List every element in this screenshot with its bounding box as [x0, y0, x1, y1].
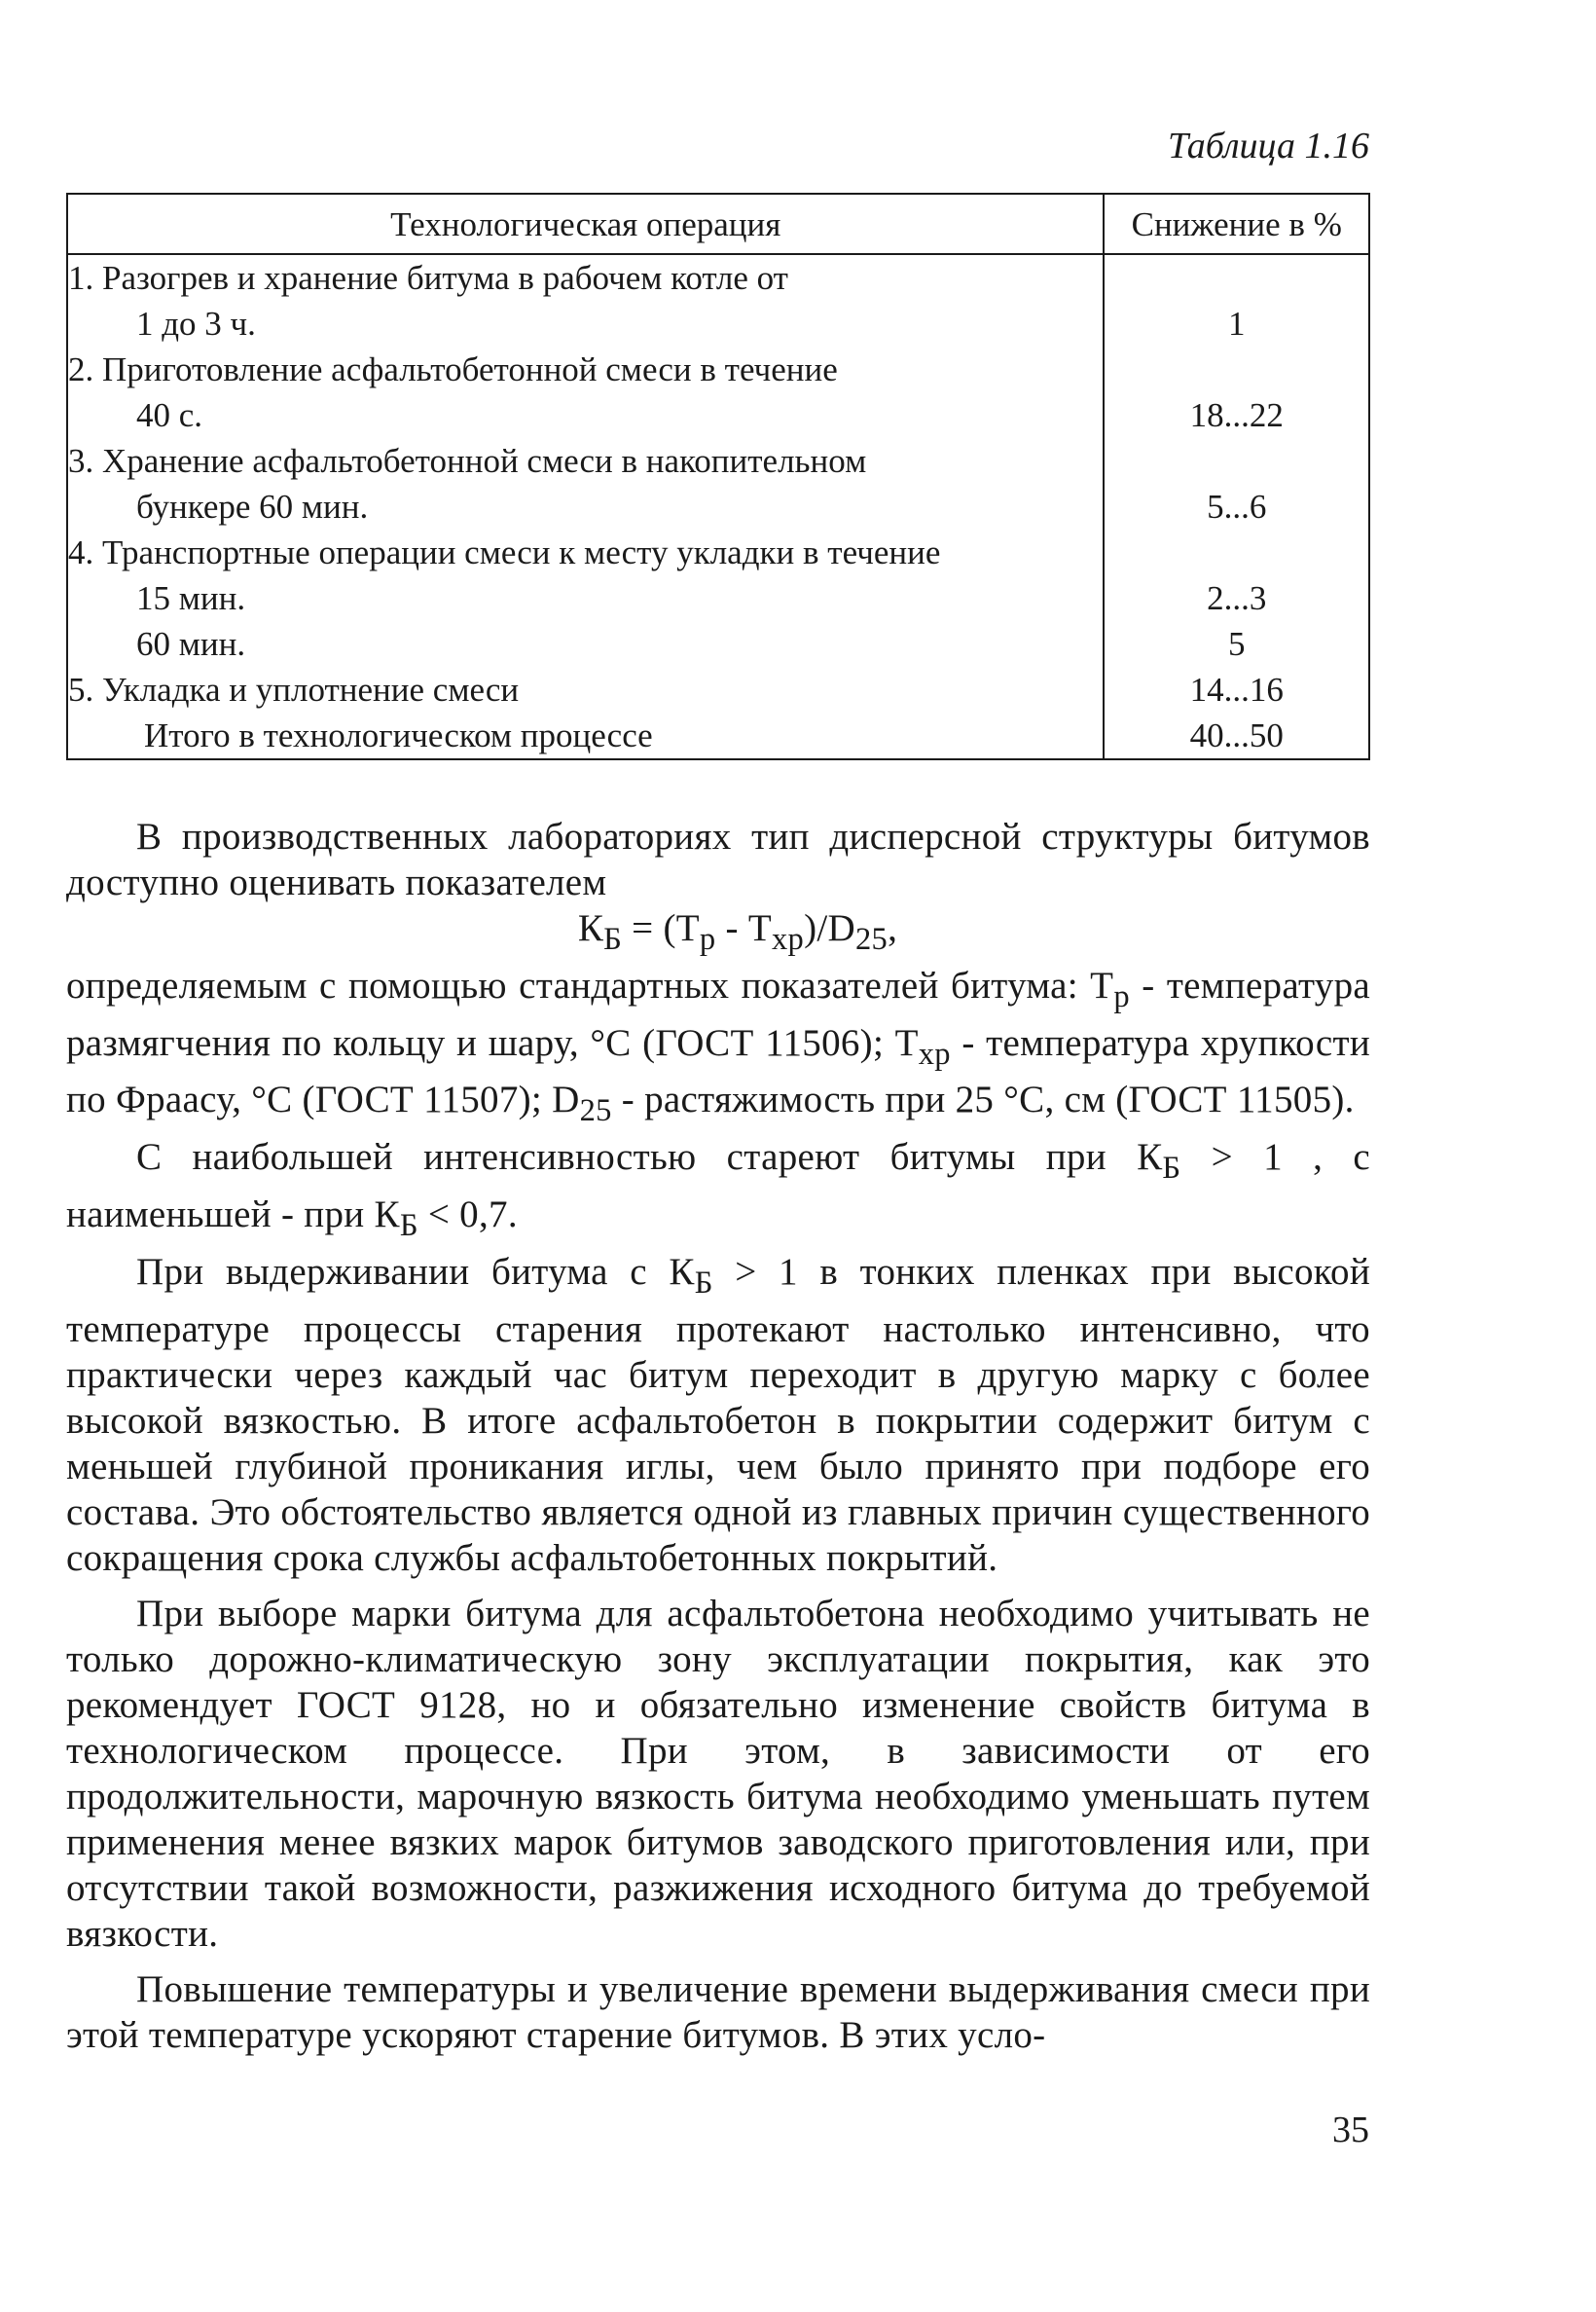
data-table: [66, 193, 1370, 760]
table-line-operation: 4. Транспортные операции смеси к месту укладки в течение: [68, 533, 941, 571]
table-line-operation: 40 с.: [136, 396, 203, 434]
column-header-reduction: Снижение в %: [1104, 194, 1369, 254]
formula: $К_Б = (Т_р - Т_{хр})/D_{25}$,: [577, 907, 898, 957]
paragraph-1: В производственных лабораториях тип дисперсной структуры битумов доступно оценивать показателем: [66, 816, 1370, 903]
table-line-operation: 5. Укладка и уплотнение смеси: [68, 671, 520, 709]
table-line-value: [1105, 255, 1368, 301]
paragraph-5: При выборе марки битума для асфальтобетона необходимо учитывать не только дорожно-климатическую зону эксплуатации покрытия, как это рекомендует ГОСТ 9128, но и обязательно изменение свойств битума в технологическом процессе. При этом, в зависимости от его продолжительности, марочную вязкость битума необходимо уменьшать путем применения менее вязких марок битумов заводского приготовления или, при отсутствии такой возможности, разжижения исходного битума до требуемой вязкости.: [66, 1592, 1370, 1955]
table-line-value: [1105, 347, 1368, 392]
column-header-operation: Технологическая операция: [67, 194, 1104, 254]
table-line-value: 14...16: [1189, 671, 1284, 709]
table-line-operation: бункере 60 мин.: [136, 488, 369, 526]
table-line-value: 5...6: [1207, 488, 1267, 526]
paragraph-6: Повышение температуры и увеличение времени выдерживания смеси при этой температуре ускоряют старение битумов. В этих усло-: [66, 1967, 1370, 2056]
table-line-operation: 3. Хранение асфальтобетонной смеси в накопительном: [68, 442, 867, 480]
table-line-value: 1: [1227, 305, 1246, 343]
table-line-operation: 2. Приготовление асфальтобетонной смеси в течение: [68, 350, 838, 388]
page-number: 35: [1332, 2110, 1369, 2150]
table-line-value: 40...50: [1189, 716, 1284, 754]
table-header-row: [67, 194, 1369, 254]
table-body-row: [67, 254, 1369, 759]
table-caption: Таблица 1.16: [1168, 126, 1369, 166]
table-line-value: 5: [1227, 625, 1246, 663]
operations-cell: [67, 254, 1104, 759]
table-line-operation: 60 мин.: [136, 625, 246, 663]
table-line-value: 2...3: [1207, 579, 1267, 617]
table-line-value: 18...22: [1189, 396, 1284, 434]
body-text: [66, 814, 1370, 2058]
paragraph-2: определяемым с помощью стандартных показателей битума: $Т_р$ - температура размягчения по кольцу и шару, °С (ГОСТ 11506); $Т_{хр}$ - температура хрупкости по Фраасу, °С (ГОСТ 11507); $D_{25}$ - растяжимость при 25 °С, см (ГОСТ 11505).: [66, 964, 1370, 1129]
paragraph-4: При выдерживании битума с $К_Б > 1$ в тонких пленках при высокой температуре процессы старения протекают настолько интенсивно, что практически через каждый час битум переходит в другую марку с более высокой вязкостью. В итоге асфальтобетон в покрытии содержит битум с меньшей глубиной проникания иглы, чем было принято при подборе его состава. Это обстоятельство является одной из главных причин существенного сокращения срока службы асфальтобетонных покрытий.: [66, 1250, 1371, 1579]
values-cell: [1104, 254, 1369, 759]
table-line-value: [1105, 438, 1368, 484]
paragraph-3: С наибольшей интенсивностью стареют битумы при $К_Б > 1$ , с наименьшей - при $К_Б < 0,7$.: [66, 1136, 1370, 1243]
table-line-operation: Итого в технологическом процессе: [144, 716, 653, 754]
table-line-value: [1105, 530, 1368, 575]
table-line-operation: 1. Разогрев и хранение битума в рабочем котле от: [68, 259, 788, 297]
table-line-operation: 15 мин.: [136, 579, 246, 617]
table-line-operation: 1 до 3 ч.: [136, 305, 256, 343]
